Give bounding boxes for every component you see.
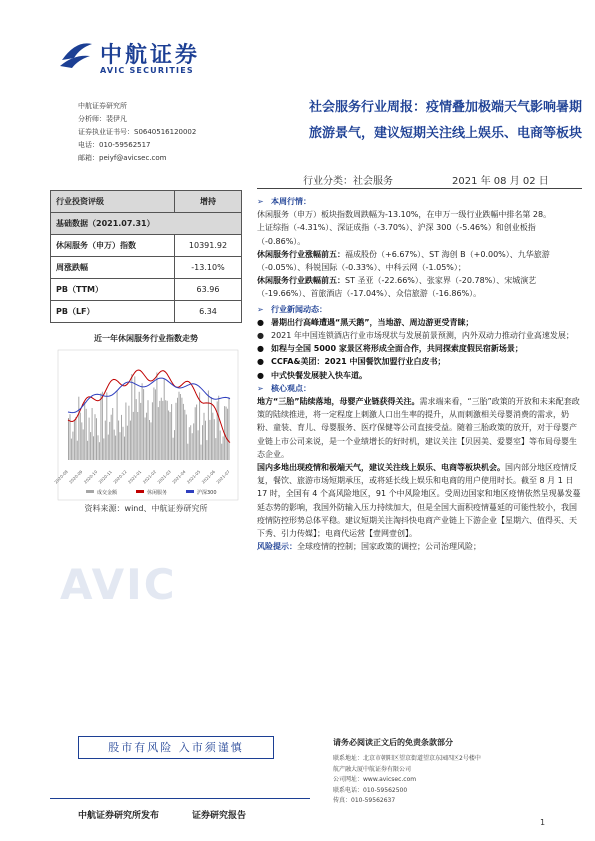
view-paragraph-1: 地方“三胎”陆续落地，母婴产业链获得关注。需求端来看，“三胎”政策的开放和未来配套政策的陆续推进，将一定程度上刺激人口出生率的提升，从而刺激相关母婴消费的需求，奶粉、童装、育儿、母婴服务、医疗保健等公司直接受益。随着三胎政策的放开，对于母婴产业链上市公司来说，是一个业绩增长的好时机，建议关注【贝因美、爱婴室】等布局母婴生态企业。 (257, 397, 580, 459)
volume-bar (151, 422, 152, 460)
rating-label: 行业投资评级 (51, 191, 175, 213)
arrow-icon: ➢ (257, 197, 264, 206)
volume-bar (77, 441, 78, 460)
volume-bar (205, 421, 206, 460)
volume-bar (74, 421, 75, 460)
legend-swatch (186, 490, 194, 493)
volume-bar (75, 417, 76, 460)
volume-bar (146, 413, 147, 460)
table-row: 周涨跌幅 -13.10% (51, 257, 242, 279)
volume-bar (102, 392, 103, 460)
volume-bar (218, 396, 219, 460)
publisher: 中航证券研究所发布 (78, 811, 160, 821)
x-tick-label: 2021-06 (200, 469, 217, 485)
x-tick-label: 2021-05 (185, 469, 202, 485)
volume-bar (118, 421, 119, 461)
volume-bar (190, 425, 191, 460)
report-type: 证券研究报告 (192, 811, 247, 821)
x-tick-label: 2021-07 (215, 469, 231, 485)
x-tick-label: 2020-09 (68, 469, 84, 485)
report-title-line2: 旅游景气，建议短期关注线上娱乐、电商等板块 (308, 126, 582, 141)
volume-bar (173, 438, 174, 460)
volume-bar (80, 413, 81, 460)
report-title-line1: 社会服务行业周报：疫情叠加极端天气影响暑期 (308, 100, 582, 115)
logo-text-en: AVIC SECURITIES (100, 66, 194, 75)
volume-bar (179, 392, 180, 460)
volume-bar (221, 444, 222, 460)
x-tick-label: 2020-08 (53, 469, 69, 485)
volume-bar (208, 391, 209, 461)
arrow-icon: ➢ (257, 304, 264, 314)
volume-bar (164, 379, 165, 460)
volume-bar (195, 407, 196, 460)
volume-bar (153, 388, 154, 461)
volume-bar (155, 389, 156, 460)
body-content (257, 195, 582, 553)
divider (257, 188, 582, 189)
volume-bar (68, 418, 69, 460)
volume-bar (220, 431, 221, 461)
volume-bar (127, 426, 128, 460)
volume-bar (229, 397, 230, 460)
volume-bar (212, 413, 213, 460)
legend-label: 沪深300 (197, 490, 217, 496)
volume-bar (103, 438, 104, 460)
volume-bar (187, 444, 188, 460)
volume-bar (186, 415, 187, 461)
volume-bar (152, 402, 153, 460)
volume-bar (162, 401, 163, 460)
report-date: 2021 年 08 月 02 日 (452, 176, 549, 187)
market-paragraph-1: 休闲服务（申万）板块指数周跌幅为-13.10%，在申万一级行业跌幅中排名第 28。 (257, 210, 552, 220)
bullet-dot-icon: ● (257, 370, 264, 380)
volume-bar (196, 405, 197, 461)
top-losers: 休闲服务行业跌幅前五：ST 圣亚（-22.66%）、张家界（-20.78%）、宋城演艺（-19.66%）、首旅酒店（-17.04%）、众信旅游（-16.86%）。 (257, 276, 537, 299)
volume-bar (145, 418, 146, 461)
volume-bar (161, 398, 162, 460)
volume-bar (165, 400, 166, 460)
volume-bar (199, 392, 200, 460)
volume-bar (148, 400, 149, 460)
analyst-phone: 电话：010-59562517 (78, 141, 151, 149)
volume-bar (156, 373, 157, 461)
volume-bar (226, 407, 227, 460)
volume-bar (133, 412, 134, 460)
volume-bar (137, 412, 138, 460)
logo-text-cn: 中航证券 (100, 43, 201, 68)
volume-bar (201, 445, 202, 460)
volume-bar (214, 419, 215, 460)
volume-bar (204, 413, 205, 460)
volume-bar (180, 394, 181, 460)
volume-bar (98, 435, 99, 460)
bullet-dot-icon: ● (257, 331, 264, 341)
legend-label: 休闲服务 (147, 490, 168, 496)
volume-bar (115, 436, 116, 460)
company-website[interactable]: 公司网址：www.avicsec.com (333, 776, 417, 783)
x-tick-label: 2020-10 (82, 469, 99, 485)
volume-bar (89, 418, 90, 460)
volume-bar (105, 421, 106, 460)
contact-info: 联系地址：北京市朝阳区望京街道望京东园四区2号楼中 航产融大厦中航证券有限公司 公司网址：www.avicsec.com 联系电话：010-59562500 传真：010-59562637 (333, 755, 481, 804)
volume-bar (158, 407, 159, 460)
basic-data-label: 基础数据（2021.07.31） (51, 213, 242, 235)
volume-bar (134, 376, 135, 460)
volume-bar (83, 429, 84, 460)
volume-bar (121, 415, 122, 460)
volume-bar (111, 415, 112, 460)
volume-bar (211, 397, 212, 460)
section-title-market: 本周行情： (271, 197, 311, 206)
volume-bar (136, 399, 137, 460)
volume-bar (84, 402, 85, 460)
section-title-news: 行业新闻动态： (271, 304, 327, 314)
x-tick-label: 2020-11 (97, 469, 113, 485)
volume-bar (78, 397, 79, 460)
volume-bar (131, 374, 132, 460)
arrow-icon: ➢ (257, 383, 264, 393)
rating-value: 增持 (174, 191, 241, 213)
news-item: ● CCFA&美团：2021 中国餐饮加盟行业白皮书； (257, 355, 582, 368)
volume-bar (215, 438, 216, 460)
volume-bar (184, 410, 185, 460)
legend-swatch (86, 490, 94, 493)
legend-label: 成交金额 (97, 490, 118, 496)
top-gainers: 休闲服务行业涨幅前五：福成股份（+6.67%）、ST 海创 B（+0.00%）、九华旅游（-0.05%）、科锐国际（-0.33%）、中科云网（-1.05%）； (257, 249, 550, 273)
index-trend-chart (53, 350, 238, 500)
risk-warning: 风险提示：全球疫情的控制；国家政策的调控；公司治理风险； (257, 542, 481, 552)
volume-bar (106, 392, 107, 460)
volume-bar (217, 401, 218, 460)
volume-bar (120, 432, 121, 460)
analyst-info (78, 100, 196, 165)
volume-bar (72, 432, 73, 460)
volume-bar (100, 393, 101, 460)
volume-bar (114, 430, 115, 460)
bullet-dot-icon: ● (257, 317, 264, 327)
volume-bar (223, 437, 224, 461)
volume-bar (189, 427, 190, 460)
volume-bar (170, 412, 171, 460)
chart-source: 资料来源：wind、中航证券研究所 (84, 504, 208, 513)
volume-bar (93, 436, 94, 460)
volume-bar (202, 425, 203, 460)
volume-bar (92, 408, 93, 460)
volume-bar (227, 409, 228, 460)
volume-bar (117, 391, 118, 460)
volume-bar (142, 383, 143, 460)
risk-slogan-box: 股市有风险 入市须谨慎 (78, 736, 274, 759)
volume-bar (209, 420, 210, 460)
volume-bar (176, 403, 177, 460)
analyst-name: 分析师：裴伊凡 (78, 115, 127, 123)
x-tick-label: 2021-04 (171, 469, 187, 485)
volume-bar (181, 398, 182, 460)
volume-bar (193, 423, 194, 460)
volume-bar (159, 401, 160, 460)
chart-title: 近一年休闲服务行业指数走势 (94, 334, 198, 343)
avic-logo-icon (58, 38, 94, 72)
volume-bar (167, 401, 168, 460)
volume-bar (206, 440, 207, 460)
x-tick-label: 2020-12 (112, 469, 128, 485)
avic-watermark: AVIC (60, 560, 177, 609)
volume-bar (174, 430, 175, 460)
volume-bar (125, 403, 126, 461)
volume-bar (140, 403, 141, 460)
footer-divider (50, 798, 310, 799)
page-number: 1 (540, 818, 546, 827)
view-paragraph-2: 国内多地出现疫情和极端天气，建议关注线上娱乐、电商等板块机会。国内部分地区疫情反复，餐饮、旅游市场短期承压，或将延长线上娱乐和电商的用户使用时长。截至 8 月 1 日 17 时，全国有 4 个高风险地区，91 个中风险地区。受周边国家和地区疫情依然呈现暴发蔓延态势的影响，我国外防输入压力持续加大，但是全国大面积疫情蔓延的可能性较小，我国疫情防控形势总体平稳。建议短期关注淘抖快电商产业链上下游企业【星期六、值得买、天下秀、引力传媒】；电商代运营【壹网壹创】。 (257, 463, 581, 539)
volume-bar (95, 414, 96, 460)
volume-bar (192, 433, 193, 460)
x-tick-label: 2021-03 (156, 469, 172, 485)
volume-bar (183, 404, 184, 460)
volume-bar (168, 411, 169, 461)
rating-table (50, 190, 242, 323)
volume-bar (143, 389, 144, 460)
table-row: PB（LF） 6.34 (51, 301, 242, 323)
x-tick-label: 2021-01 (126, 469, 143, 485)
volume-bar (123, 427, 124, 460)
volume-bar (96, 418, 97, 460)
legend-swatch (136, 490, 144, 493)
news-item: ● 如程与全国 5000 家景区将形成全面合作，共同探索度假民宿新场景； (257, 342, 582, 355)
news-item: ● 暑期出行高峰遭遇“黑天鹅”，当地游、周边游更受青睐； (257, 316, 582, 329)
table-row: PB（TTM） 63.96 (51, 279, 242, 301)
volume-bar (99, 442, 100, 460)
industry-category: 行业分类：社会服务 (303, 176, 393, 187)
volume-bar (108, 435, 109, 460)
volume-bar (71, 439, 72, 460)
bullet-dot-icon: ● (257, 357, 264, 367)
news-item: ● 2021 年中国连锁酒店行业市场现状与发展前景预测，内外双动力推动行业高速发展； (257, 329, 582, 342)
volume-bar (128, 406, 129, 460)
volume-bar (87, 441, 88, 460)
volume-bar (139, 392, 140, 460)
volume-bar (124, 437, 125, 460)
table-row: 休闲服务（申万）指数 10391.92 (51, 235, 242, 257)
org-name: 中航证券研究所 (78, 102, 127, 110)
volume-bar (171, 404, 172, 460)
volume-bar (177, 398, 178, 460)
volume-bar (109, 422, 110, 460)
volume-bar (130, 421, 131, 460)
volume-bar (86, 409, 87, 460)
disclaimer-note: 请务必阅读正文后的免责条款部分 (333, 738, 453, 747)
x-tick-label: 2021-02 (141, 469, 158, 485)
analyst-email[interactable]: 邮箱：peiyf@avicsec.com (78, 154, 167, 162)
volume-bar (90, 432, 91, 460)
volume-bar (149, 420, 150, 460)
volume-bar (81, 422, 82, 460)
bullet-dot-icon: ● (257, 344, 264, 354)
market-paragraph-2: 上证综指（-4.31%）、深证成指（-3.70%）、沪深 300（-5.46%）和创业板指（-0.86%）。 (257, 223, 536, 246)
volume-bar (198, 430, 199, 460)
license-number: 证券执业证书号：S0640516120002 (78, 128, 197, 136)
news-item: ● 中式快餐发展驶入快车道。 (257, 369, 582, 382)
volume-bar (112, 408, 113, 460)
section-title-views: 核心观点： (271, 383, 311, 393)
